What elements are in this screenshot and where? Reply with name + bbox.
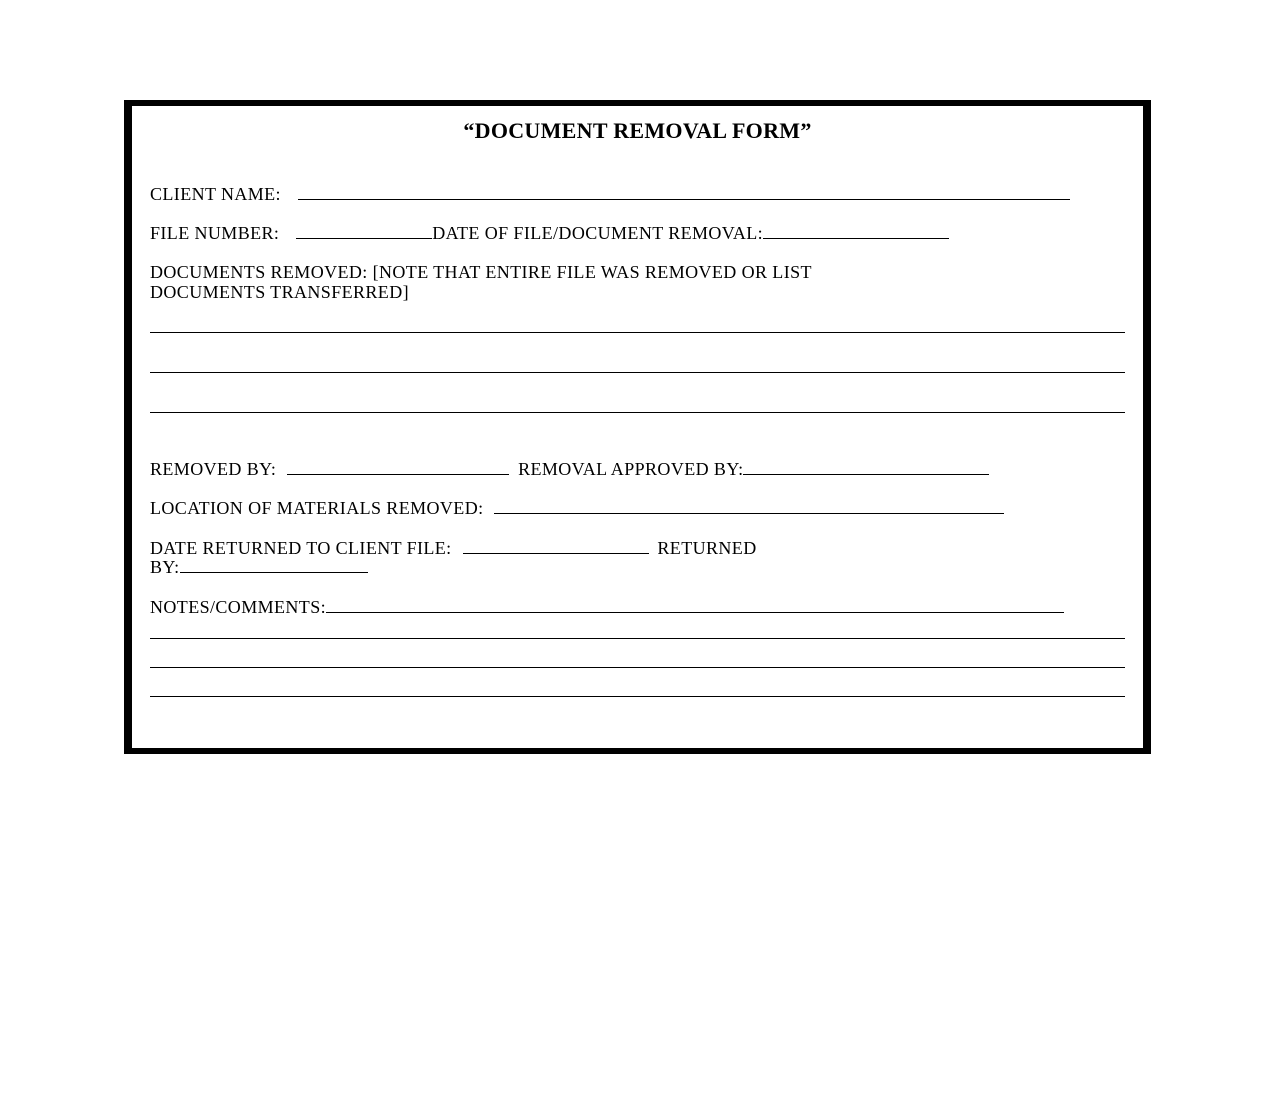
form-title: “DOCUMENT REMOVAL FORM” [463, 118, 812, 143]
client-name-field[interactable] [298, 184, 1070, 200]
documents-removed-line-2[interactable] [150, 372, 1125, 373]
returned-by-row [150, 557, 368, 577]
documents-removed-label-1: DOCUMENTS REMOVED: [NOTE THAT ENTIRE FILE WAS REMOVED OR LIST [150, 262, 812, 282]
location-label: LOCATION OF MATERIALS REMOVED: [150, 498, 484, 518]
removed-by-row [150, 459, 989, 479]
file-number-label: FILE NUMBER: [150, 223, 280, 243]
file-number-field[interactable] [296, 223, 432, 239]
notes-line-4[interactable] [150, 696, 1125, 697]
date-returned-label: DATE RETURNED TO CLIENT FILE: [150, 538, 452, 558]
approved-by-label: REMOVAL APPROVED BY: [518, 459, 744, 479]
location-field[interactable] [494, 498, 1004, 514]
notes-line-3[interactable] [150, 667, 1125, 668]
documents-removed-line-1[interactable] [150, 332, 1125, 333]
notes-label: NOTES/COMMENTS: [150, 597, 327, 617]
returned-by-field[interactable] [180, 557, 368, 573]
approved-by-field[interactable] [743, 459, 989, 475]
date-returned-row [150, 538, 757, 558]
documents-removed-line-3[interactable] [150, 412, 1125, 413]
returned-label: RETURNED [657, 538, 757, 558]
returned-by-label: BY: [150, 557, 180, 577]
file-number-row [150, 223, 949, 243]
location-row [150, 498, 1004, 518]
date-removal-field[interactable] [763, 223, 949, 239]
removed-by-label: REMOVED BY: [150, 459, 277, 479]
documents-removed-label-2: DOCUMENTS TRANSFERRED] [150, 282, 409, 302]
date-removal-label: DATE OF FILE/DOCUMENT REMOVAL: [432, 223, 764, 243]
date-returned-field[interactable] [463, 538, 649, 554]
document-removal-form [124, 100, 1151, 754]
notes-row [150, 597, 1064, 617]
removed-by-field[interactable] [287, 459, 509, 475]
notes-field-line-1[interactable] [326, 597, 1064, 613]
client-name-row [150, 184, 1070, 204]
notes-line-2[interactable] [150, 638, 1125, 639]
client-name-label: CLIENT NAME: [150, 184, 281, 204]
